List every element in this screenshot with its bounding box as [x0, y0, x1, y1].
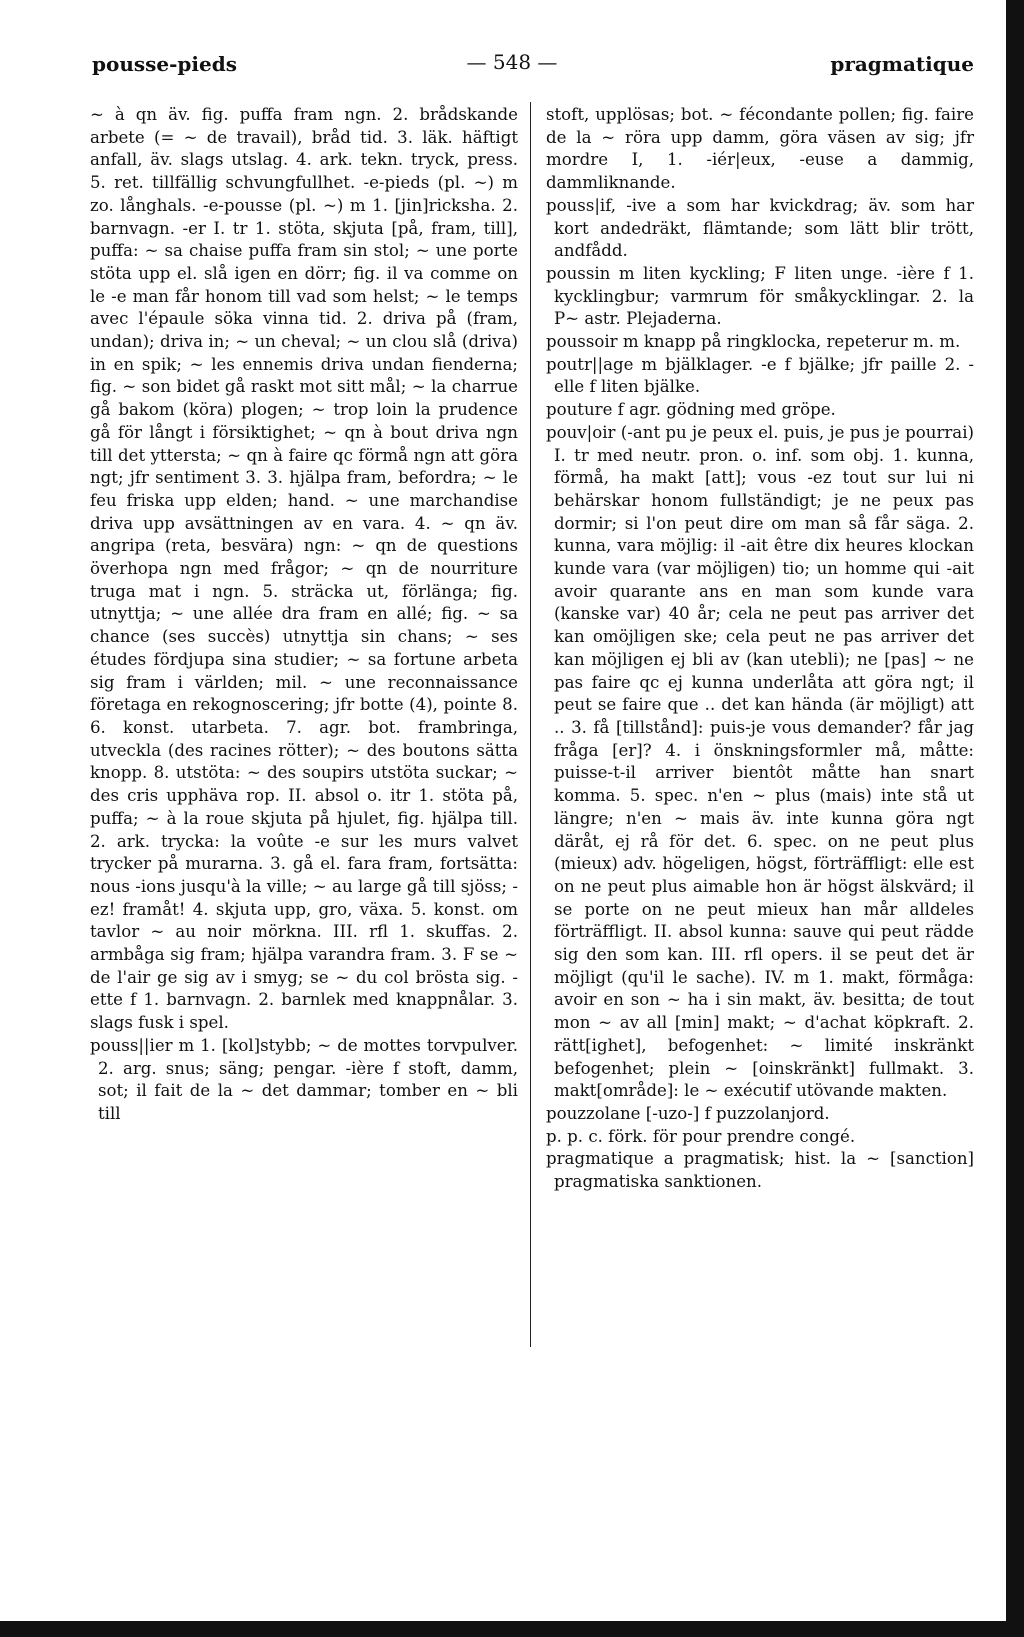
running-head-left: pousse-pieds	[92, 52, 237, 76]
dictionary-entry: pouss||ier m 1. [kol]stybb; ~ de mottes torvpulver. 2. arg. snus; säng; pengar. -ière f stoft, damm, sot; il fait de la ~ det dammar; tomber en ~ bli till	[90, 1035, 518, 1123]
dictionary-entry: pouture f agr. gödning med gröpe.	[546, 400, 836, 420]
right-column	[546, 104, 974, 1194]
scan-edge-bottom	[0, 1621, 1024, 1637]
dictionary-entry: p. p. c. förk. för pour prendre congé.	[546, 1126, 856, 1146]
left-column	[90, 104, 518, 1126]
dictionary-entry: stoft, upplösas; bot. ~ fécondante pollen; fig. faire de la ~ röra upp damm, göra väsen av sig; jfr mordre I, 1. -iér|eux, -euse a dammig, dammliknande.	[546, 105, 974, 193]
scan-edge-right	[1006, 0, 1024, 1637]
dictionary-entry: poutr||age m bjälklager. -e f bjälke; jfr paille 2. -elle f liten bjälke.	[546, 354, 974, 397]
page-number: — 548 —	[466, 50, 558, 74]
dictionary-entry: poussin m liten kyckling; F liten unge. -ière f 1. kycklingbur; varmrum för småkycklingar. 2. la P~ astr. Plejaderna.	[546, 263, 974, 329]
dictionary-entry: poussoir m knapp på ringklocka, repeterur m. m.	[546, 332, 961, 352]
dictionary-entry: pouss|if, -ive a som har kvickdrag; äv. som har kort andedräkt, flämtande; som lätt blir trött, andfådd.	[546, 195, 974, 261]
dictionary-entry: pouv|oir (-ant pu je peux el. puis, je pus je pourrai) I. tr med neutr. pron. o. inf. som obj. 1. kunna, förmå, ha makt [att]; vous -ez tout sur lui ni behärskar honom fullständigt; je ne peux pas dormir; si l'on peut dire om man så får säga. 2. kunna, vara möjlig: il -ait être dix heures klockan kunde vara (var möjligen) tio; un homme qui -ait avoir quarante ans en man som kunde vara (kanske var) 40 år; cela ne peut pas arriver det kan omöjligen ske; cela peut ne pas arriver det kan möjligen ej bli av (kan utebli); ne [pas] ~ ne pas faire qc ej kunna underlåta att göra ngt; il peut se faire que .. det kan hända (är möjligt) att .. 3. få [tillstånd]: puis-je vous demander? får jag fråga [er]? 4. i önskningsformler må, måtte: puisse-t-il arriver bientôt måtte han snart komma. 5. spec. n'en ~ plus (mais) inte stå ut längre; n'en ~ mais äv. inte kunna göra ngt däråt, ej rå för det. 6. spec. on ne peut plus (mieux) adv. högeligen, högst, förträffligt: elle est on ne peut plus aimable hon är högst älskvärd; il se porte on ne peut mieux han mår alldeles förträffligt. II. absol kunna: sauve qui peut rädde sig den som kan. III. rfl opers. il se peut det är möjligt (qu'il le sache). IV. m 1. makt, förmåga: avoir en son ~ ha i sin makt, äv. besitta; de tout mon ~ av all [min] makt; ~ d'achat köpkraft. 2. rätt[ighet], befogenhet: ~ limité inskränkt befogenhet; plein ~ [oinskränkt] fullmakt. 3. makt[område]: le ~ exécutif utövande makten.	[546, 422, 974, 1101]
running-head-right: pragmatique	[830, 52, 974, 76]
dictionary-entry: pouzzolane [-uzo-] f puzzolanjord.	[546, 1103, 830, 1123]
dictionary-entry: pragmatique a pragmatisk; hist. la ~ [sanction] pragmatiska sanktionen.	[546, 1149, 974, 1192]
dictionary-entry: ~ à qn äv. fig. puffa fram ngn. 2. brådskande arbete (= ~ de travail), bråd tid. 3. läk. häftigt anfall, äv. slags utslag. 4. ark. tekn. tryck, press. 5. ret. tillfällig schvungfullhet. -e-pieds (pl. ~) m zo. långhals. -e-pousse (pl. ~) m 1. [jin]ricksha. 2. barnvagn. -er I. tr 1. stöta, skjuta [på, fram, till], puffa: ~ sa chaise puffa fram sin stol; ~ une porte stöta upp el. slå igen en dörr; fig. il va comme on le -e man får honom till vad som helst; ~ le temps avec l'épaule söka vinna tid. 2. driva på (fram, undan); driva in; ~ un cheval; ~ un clou slå (driva) in en spik; ~ les ennemis driva undan fienderna; fig. ~ son bidet gå raskt mot sitt mål; ~ la charrue gå bakom (köra) plogen; ~ trop loin la prudence gå för långt i försiktighet; ~ qn à bout driva ngn till det yttersta; ~ qn à faire qc förmå ngn att göra ngt; jfr sentiment 3. 3. hjälpa fram, befordra; ~ le feu friska upp elden; hand. ~ une marchandise driva upp avsättningen av en vara. 4. ~ qn äv. angripa (reta, besvära) ngn: ~ qn de questions överhopa ngn med frågor; ~ qn de nourriture truga mat i ngn. 5. sträcka ut, förlänga; fig. utnyttja; ~ une allée dra fram en allé; fig. ~ sa chance (ses succès) utnyttja sin chans; ~ ses études fördjupa sina studier; ~ sa fortune arbeta sig fram i världen; mil. ~ une reconnaissance företaga en rekognoscering; jfr botte (4), pointe 8. 6. konst. utarbeta. 7. agr. bot. frambringa, utveckla (des racines rötter); ~ des boutons sätta knopp. 8. utstöta: ~ des soupirs utstöta suckar; ~ des cris upphäva rop. II. absol o. itr 1. stöta på, puffa; ~ à la roue skjuta på hjulet, fig. hjälpa till. 2. ark. trycka: la voûte -e sur les murs valvet trycker på murarna. 3. gå el. fara fram, fortsätta: nous -ions jusqu'à la ville; ~ au large gå till sjöss; -ez! framåt! 4. skjuta upp, gro, växa. 5. konst. om tavlor ~ au noir mörkna. III. rfl 1. skuffas. 2. armbåga sig fram; hjälpa varandra fram. 3. F se ~ de l'air ge sig av i smyg; se ~ du col brösta sig. -ette f 1. barnvagn. 2. barnlek med knappnålar. 3. slags fusk i spel.	[90, 105, 518, 1033]
column-divider	[530, 102, 531, 1347]
